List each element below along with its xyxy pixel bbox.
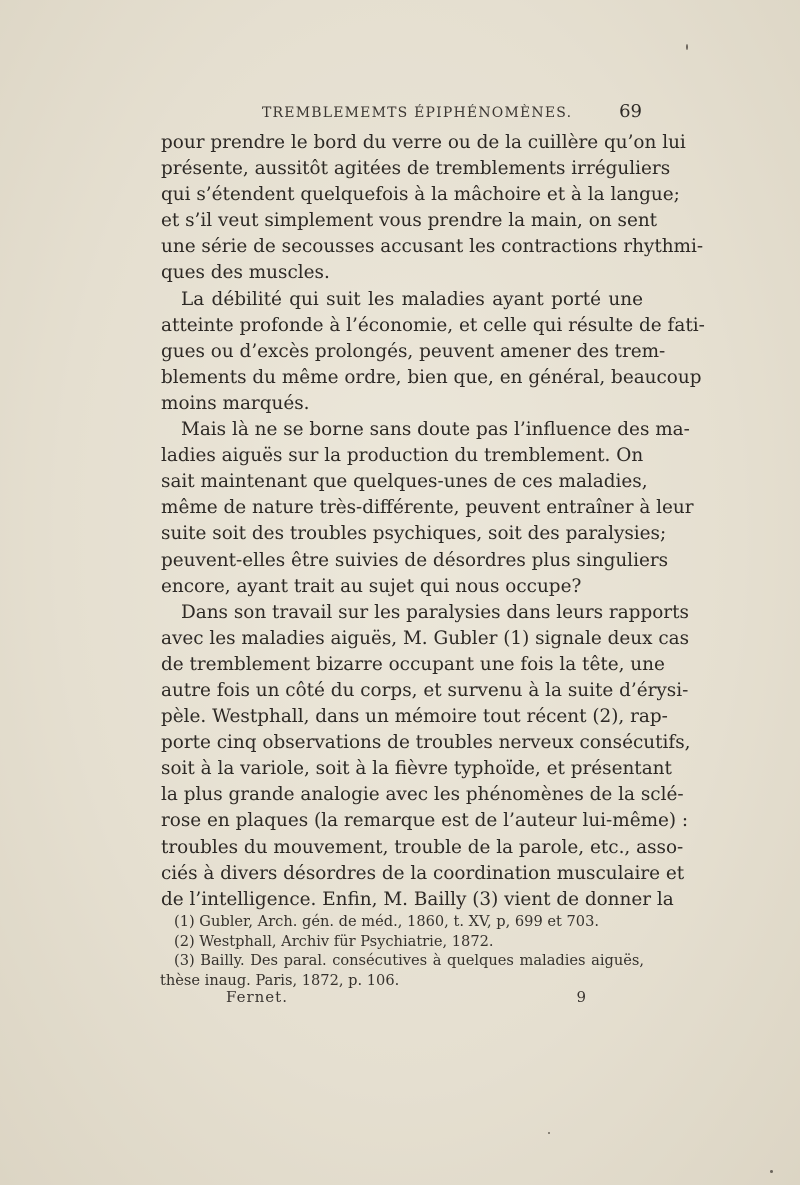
text-line: avec les maladies aiguës, M. Gubler (1) signale deux cas <box>161 627 690 649</box>
text-line: pour prendre le bord du verre ou de la cuillère qu’on lui <box>161 132 686 153</box>
text-line: ques des muscles. <box>161 262 330 284</box>
page-header <box>262 103 642 125</box>
text-line: qui s’étendent quelquefois à la mâchoire et à la langue; <box>161 184 680 206</box>
text-line: La débilité qui suit les maladies ayant porté une <box>181 288 643 310</box>
text-line: Mais là ne se borne sans doute pas l’influence des ma- <box>181 419 690 441</box>
text-line: autre fois un côté du corps, et survenu à la suite d’érysi- <box>161 679 689 701</box>
text-line: de l’intelligence. Enfin, M. Bailly (3) vient de donner la <box>161 888 674 910</box>
running-title: TREMBLEMEMTS ÉPIPHÉNOMÈNES. <box>262 105 573 121</box>
text-line: pèle. Westphall, dans un mémoire tout récent (2), rap- <box>161 706 668 728</box>
body-text <box>161 130 705 913</box>
footnote: (2) Westphall, Archiv für Psychiatrie, 1872. <box>174 932 494 950</box>
text-line: ladies aiguës sur la production du tremblement. On <box>161 445 644 467</box>
text-line: Dans son travail sur les paralysies dans leurs rapports <box>181 601 689 623</box>
text-line: même de nature très-différente, peuvent entraîner à leur <box>161 497 694 519</box>
text-line: et s’il veut simplement vous prendre la main, on sent <box>161 210 658 232</box>
paper-speck <box>548 1132 550 1134</box>
text-line: soit à la variole, soit à la fièvre typhoïde, et présentant <box>161 758 672 780</box>
text-line: atteinte profonde à l’économie, et celle qui résulte de fati- <box>161 314 705 336</box>
page-footer <box>226 988 586 1010</box>
footnote: (1) Gubler, Arch. gén. de méd., 1860, t. XV, p, 699 et 703. <box>174 913 599 930</box>
paper-speck <box>686 44 688 50</box>
text-line: troubles du mouvement, trouble de la parole, etc., asso- <box>161 836 684 858</box>
page-number: 69 <box>619 101 642 122</box>
printer-signature: Fernet. <box>226 988 288 1006</box>
footnote: thèse inaug. Paris, 1872, p. 106. <box>160 971 400 989</box>
text-line: présente, aussitôt agitées de tremblements irréguliers <box>161 158 671 180</box>
text-line: blements du même ordre, bien que, en général, beaucoup <box>161 366 702 388</box>
text-line: de tremblement bizarre occupant une fois la tête, une <box>161 653 665 675</box>
paper-speck <box>770 1170 773 1173</box>
text-line: ciés à divers désordres de la coordination musculaire et <box>161 862 685 884</box>
text-line: gues ou d’excès prolongés, peuvent amener des trem- <box>161 340 666 362</box>
text-line: moins marqués. <box>161 392 310 414</box>
text-line: suite soit des troubles psychiques, soit des paralysies; <box>161 523 667 545</box>
footnote: (3) Bailly. Des paral. consécutives à quelques maladies aiguës, <box>174 952 644 970</box>
text-line: encore, ayant trait au sujet qui nous occupe? <box>161 575 582 597</box>
text-line: rose en plaques (la remarque est de l’auteur lui-même) : <box>161 810 689 832</box>
footnotes <box>160 912 644 990</box>
text-line: une série de secousses accusant les contractions rhythmi- <box>161 236 704 258</box>
sheet-number: 9 <box>576 988 586 1006</box>
text-line: la plus grande analogie avec les phénomènes de la sclé- <box>161 784 684 806</box>
text-line: sait maintenant que quelques-unes de ces maladies, <box>161 471 648 493</box>
text-line: peuvent-elles être suivies de désordres plus singuliers <box>161 549 669 571</box>
text-line: porte cinq observations de troubles nerveux consécutifs, <box>161 732 691 754</box>
